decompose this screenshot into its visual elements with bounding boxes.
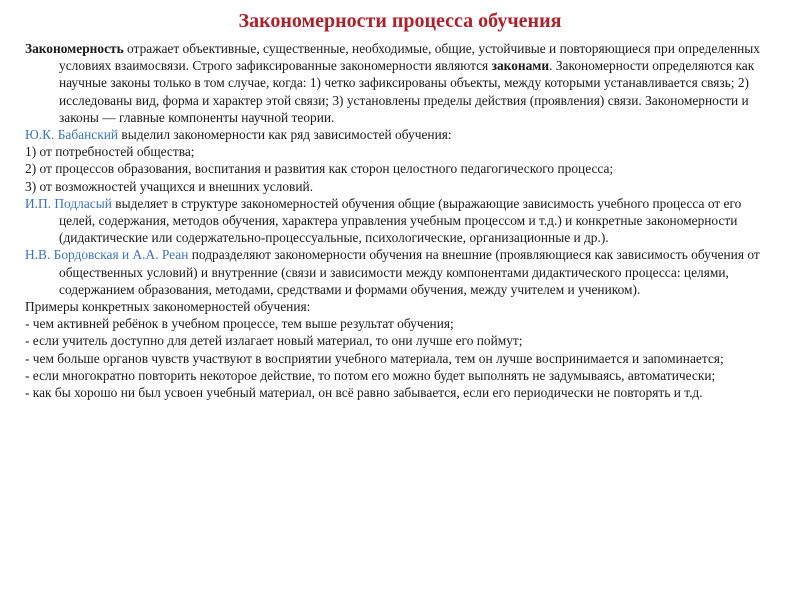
definition-text-2: . Закономерности определяются как научные законы только в том случае, когда: 1) четко зафиксированы объекты, между которыми устанавливается связь; 2) исследованы вид, форма и характер этой связи; 3) установлены пределы действия (проявления) связи. Закономерности и законы — главные компоненты научной теории. bbox=[59, 58, 755, 125]
term-zakonomernost: Закономерность bbox=[25, 41, 124, 56]
page-title: Закономерности процесса обучения bbox=[238, 10, 562, 32]
term-laws: законами bbox=[491, 58, 550, 74]
list-item: - чем активней ребёнок в учебном процессе, тем выше результат обучения; bbox=[25, 316, 454, 332]
list-item: - чем больше органов чувств участвуют в восприятии учебного материала, тем он лучше воспринимается и запоминается; bbox=[25, 350, 724, 366]
document-body bbox=[25, 40, 770, 401]
podlasy-text: выделяет в структуре закономерностей обучения общие (выражающие зависимость учебного процесса от его целей, содержания, методов обучения, характера управления учебным процессом и т.д.) и конкретные закономерности (дидактические или содержательно-процессуальные, психологические, организационные и др.). bbox=[59, 195, 742, 246]
author-babansky: Ю.К. Бабанский bbox=[25, 127, 119, 143]
list-item: 1) от потребностей общества; bbox=[25, 144, 195, 160]
bordovskaya-text: подразделяют закономерности обучения на внешние (проявляющиеся как зависимость обучения от общественных условий) и внутренние (связи и зависимости между компонентами дидактического процесса: целями, содержанием образования, методами, средствами и формами обучения, между учителем и учеником). bbox=[59, 247, 760, 297]
definition-text-1: отражает объективные, существенные, необходимые, общие, устойчивые и повторяющиеся при определенных условиях взаимосвязи. Строго зафиксированные закономерности являются bbox=[59, 41, 760, 74]
list-item: - если многократно повторить некоторое действие, то потом его можно будет выполнять не задумываясь, автоматически; bbox=[25, 367, 716, 383]
list-item: - если учитель доступно для детей излагает новый материал, то они лучше его поймут; bbox=[25, 333, 523, 349]
podlasy-paragraph bbox=[25, 195, 770, 247]
babansky-paragraph bbox=[25, 126, 770, 143]
list-item: - как бы хорошо ни был усвоен учебный материал, он всё равно забывается, если его периодически не повторять и т.д. bbox=[25, 385, 703, 401]
babansky-text: выделил закономерности как ряд зависимостей обучения: bbox=[118, 127, 452, 143]
author-podlasy: И.П. Подласый bbox=[25, 195, 112, 211]
list-item: 3) от возможностей учащихся и внешних условий. bbox=[25, 178, 314, 194]
definition-paragraph bbox=[25, 40, 770, 126]
list-item: 2) от процессов образования, воспитания и развития как сторон целостного педагогического процесса; bbox=[25, 161, 614, 177]
examples-heading: Примеры конкретных закономерностей обучения: bbox=[25, 299, 311, 315]
bordovskaya-paragraph bbox=[25, 246, 770, 298]
author-bordovskaya-rean: Н.В. Бордовская и А.А. Реан bbox=[25, 247, 189, 263]
